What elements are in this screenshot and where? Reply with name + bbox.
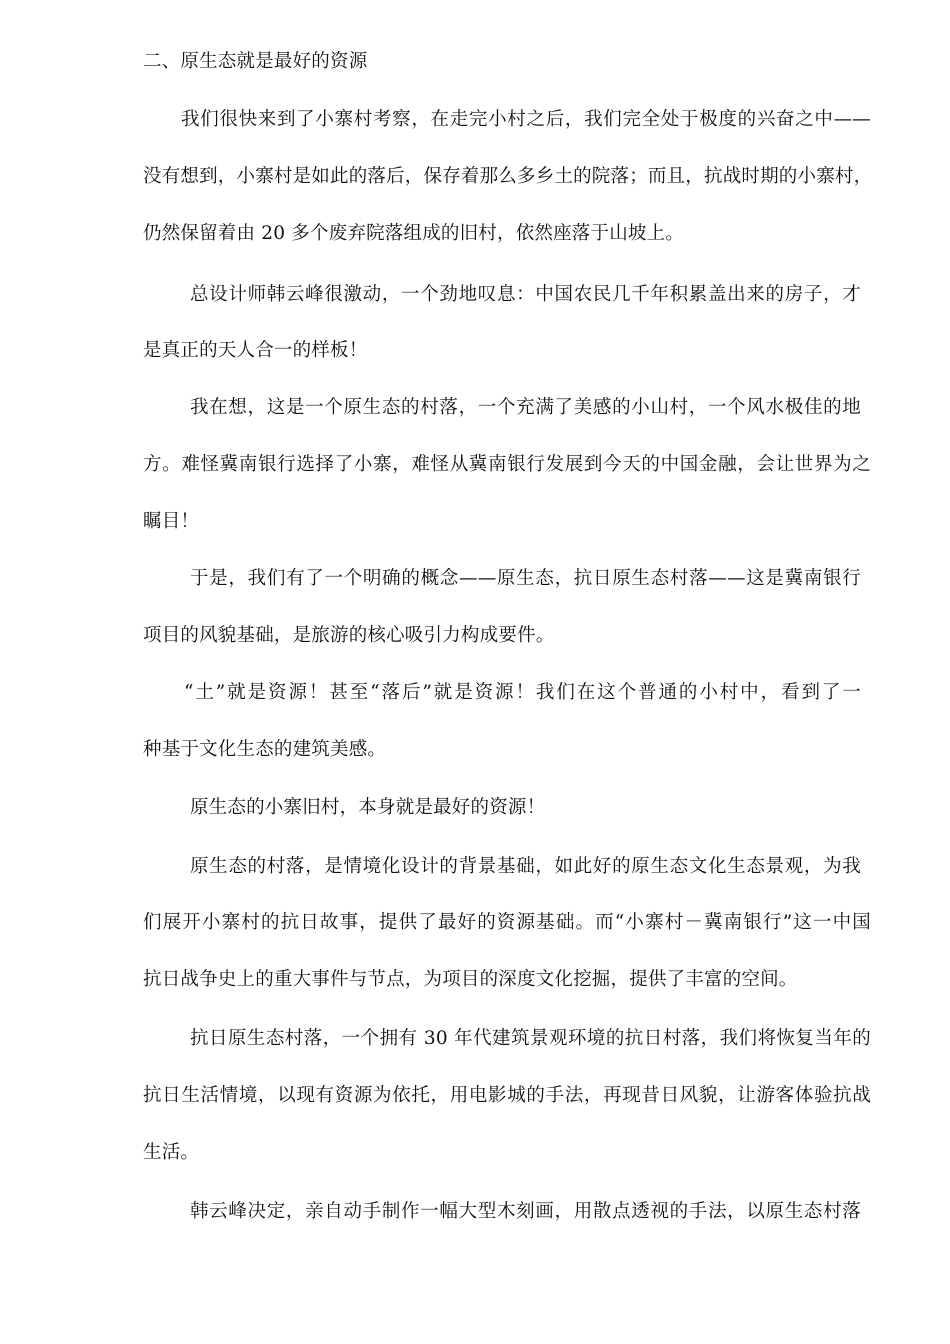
paragraph-line: 我们很快来到了小寨村考察，在走完小村之后，我们完全处于极度的兴奋之中—— — [181, 109, 871, 130]
paragraph-line: 没有想到，小寨村是如此的落后，保存着那么多乡土的院落；而且，抗战时期的小寨村， — [143, 166, 873, 187]
paragraph-line: 项目的风貌基础，是旅游的核心吸引力构成要件。 — [143, 625, 555, 646]
section-heading: 二、原生态就是最好的资源 — [143, 51, 368, 72]
paragraph-line: 仍然保留着由 20 多个废弃院落组成的旧村，依然座落于山坡上。 — [143, 223, 685, 244]
paragraph-line: 总设计师韩云峰很激动，一个劲地叹息：中国农民几千年积累盖出来的房子，才 — [190, 284, 861, 305]
paragraph-line: 抗日原生态村落，一个拥有 30 年代建筑景观环境的抗日村落，我们将恢复当年的 — [190, 1028, 871, 1049]
paragraph-line: “土”就是资源！甚至“落后”就是资源！我们在这个普通的小村中，看到了一 — [184, 682, 861, 703]
paragraph-line: 瞩目！ — [143, 511, 200, 532]
paragraph-line: 种基于文化生态的建筑美感。 — [143, 739, 387, 760]
paragraph-line: 生活。 — [143, 1142, 200, 1163]
paragraph-line: 抗日生活情境，以现有资源为依托，用电影城的手法，再现昔日风貌，让游客体验抗战 — [143, 1085, 871, 1106]
paragraph-line: 于是，我们有了一个明确的概念——原生态，抗日原生态村落——这是冀南银行 — [190, 568, 861, 589]
paragraph-line: 原生态的村落，是情境化设计的背景基础，如此好的原生态文化生态景观，为我 — [190, 856, 861, 877]
paragraph-line: 是真正的天人合一的样板！ — [143, 340, 368, 361]
paragraph-line: 我在想，这是一个原生态的村落，一个充满了美感的小山村，一个风水极佳的地 — [190, 397, 861, 418]
paragraph-line: 方。难怪冀南银行选择了小寨，难怪从冀南银行发展到今天的中国金融，会让世界为之 — [143, 454, 871, 475]
paragraph-line: 原生态的小寨旧村，本身就是最好的资源！ — [190, 797, 546, 818]
paragraph-line: 们展开小寨村的抗日故事，提供了最好的资源基础。而“小寨村－冀南银行”这一中国 — [143, 912, 871, 933]
paragraph-line: 韩云峰决定，亲自动手制作一幅大型木刻画，用散点透视的手法，以原生态村落 — [190, 1201, 861, 1222]
paragraph-line: 抗日战争史上的重大事件与节点，为项目的深度文化挖掘，提供了丰富的空间。 — [143, 969, 798, 990]
